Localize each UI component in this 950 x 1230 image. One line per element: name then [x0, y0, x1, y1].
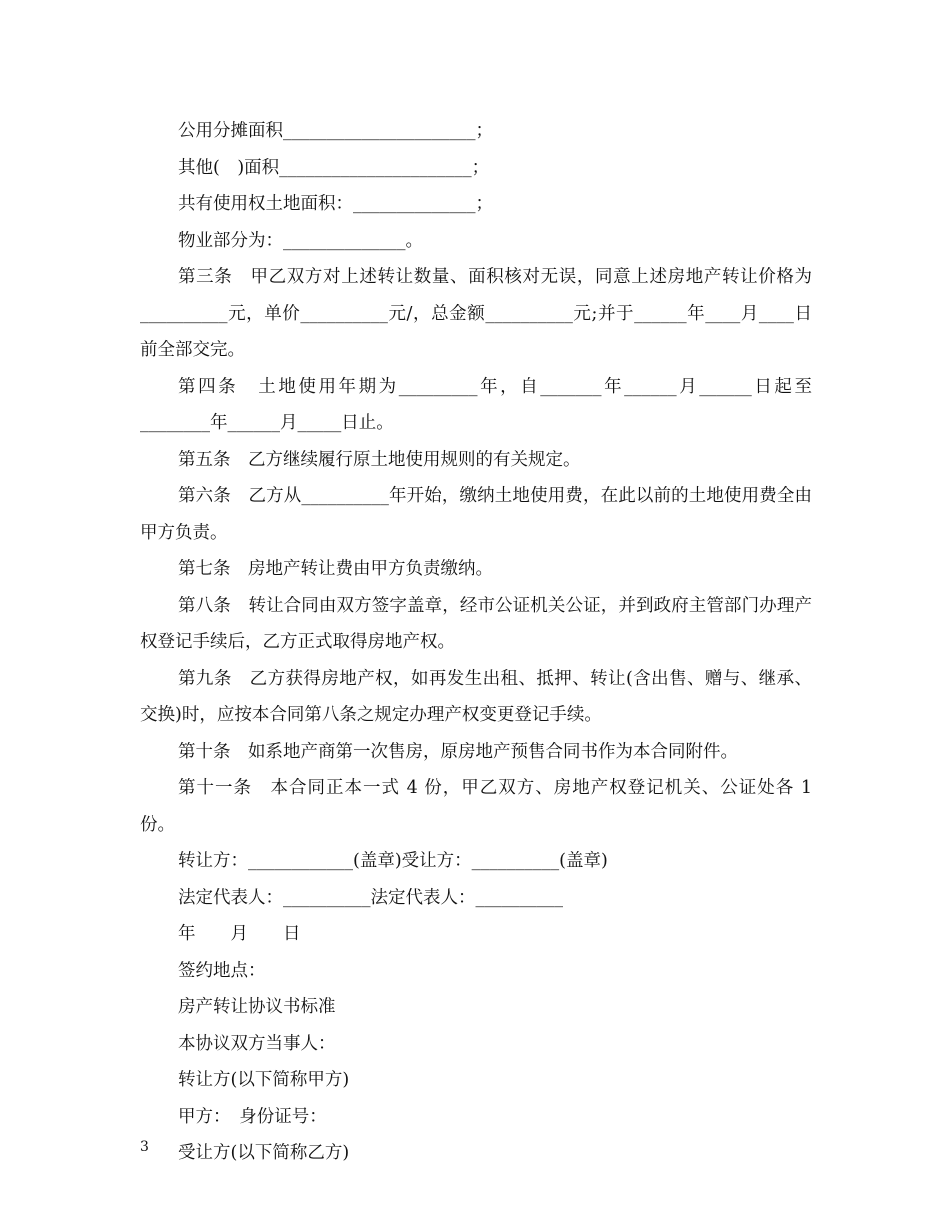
clause-public-area: 公用分摊面积______________________；	[178, 121, 493, 141]
transferor-label: 转让方(以下简称甲方)	[178, 1070, 350, 1090]
party-a-id-line: 甲方： 身份证号：	[178, 1106, 327, 1127]
article-9-further-transfer: 第九条 乙方获得房地产权，如再发生出租、抵押、转让(含出售、赠与、继承、交换)时，应按本合同第八条之规定办理产权变更登记手续。	[140, 668, 812, 725]
contract-body	[140, 113, 818, 1172]
article-8-notarization: 第八条 转让合同由双方签字盖章，经市公证机关公证，并到政府主管部门办理产权登记手续后，乙方正式取得房地产权。	[140, 595, 812, 652]
section-title: 房产转让协议书标准	[178, 997, 336, 1017]
article-3-price: 第三条 甲乙双方对上述转让数量、面积核对无误，同意上述房地产转让价格为__________元，单价__________元/，总金额__________元;并于______年____月____日前全部交完。	[140, 267, 812, 360]
article-11-copies: 第十一条 本合同正本一式 4 份，甲乙双方、房地产权登记机关、公证处各 1 份。	[140, 778, 818, 835]
transferee-label: 受让方(以下简称乙方)	[178, 1143, 350, 1163]
article-5-land-rules: 第五条 乙方继续履行原土地使用规则的有关规定。	[178, 449, 581, 470]
signing-place-line: 签约地点：	[178, 960, 266, 981]
signature-parties-line: 转让方：____________(盖章)受让方：__________(盖章)	[178, 851, 608, 871]
clause-other-area: 其他( )面积______________________；	[178, 157, 490, 178]
clause-shared-land-area: 共有使用权土地面积：______________；	[178, 194, 493, 214]
legal-representatives-line: 法定代表人：__________法定代表人：__________	[178, 887, 563, 908]
signing-date-line: 年 月 日	[178, 924, 301, 944]
article-7-transfer-fee: 第七条 房地产转让费由甲方负责缴纳。	[178, 559, 493, 579]
parties-heading: 本协议双方当事人：	[178, 1033, 336, 1054]
article-10-presale-attachment: 第十条 如系地产商第一次售房，原房地产预售合同书作为本合同附件。	[178, 741, 738, 762]
clause-property-part: 物业部分为：______________。	[178, 230, 423, 251]
page-number: 3	[140, 1139, 149, 1155]
article-4-land-term: 第四条 土地使用年期为_________年，自_______年______月______日起至________年______月_____日止。	[140, 376, 812, 433]
article-6-land-fees: 第六条 乙方从__________年开始，缴纳土地使用费，在此以前的土地使用费全由甲方负责。	[140, 486, 812, 543]
